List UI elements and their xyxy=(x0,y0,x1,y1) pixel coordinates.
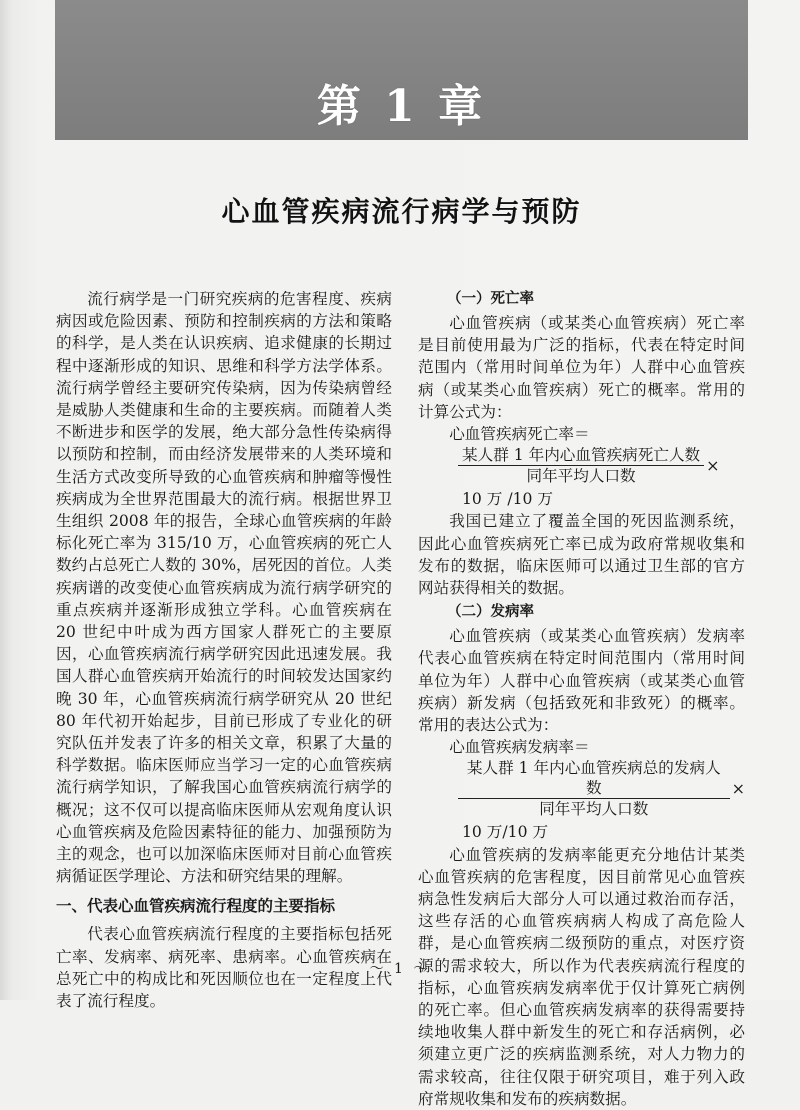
left-column xyxy=(56,288,392,1012)
page-number: ～ 1 ～ xyxy=(369,961,431,977)
mortality-heading: （一）死亡率 xyxy=(447,291,534,307)
mortality-paragraph-2: 我国已建立了覆盖全国的死因监测系统，因此心血管疾病死亡率已成为政府常规收集和发布的数据，临床医师可以通过卫生部的官方网站获得相关的数据。 xyxy=(418,512,745,598)
incidence-paragraph-2: 心血管疾病的发病率能更充分地估计某类心血管疾病的危害程度，因目前常见心血管疾病急性发病后大部分人可以通过救治而存活，这些存活的心血管疾病病人构成了高危险人群，是心血管疾病二级预防的重点，对医疗资源的需求较大，所以作为代表疾病流行程度的指标，心血管疾病发病率优于仅计算死亡病例的死亡率。但心血管疾病发病率的获得需要持续地收集人群中新发生的死亡和存活病例，必须建立更广泛的疾病监测系统，对人力物力的需求较高，往往仅限于研究项目，难于列入政府常规收集和发布的疾病数据。 xyxy=(418,845,745,1108)
intro-paragraph: 流行病学是一门研究疾病的危害程度、疾病病因或危险因素、预防和控制疾病的方法和策略的科学，是人类在认识疾病、追求健康的长期过程中逐渐形成的知识、思维和科学方法学体系。流行病学曾经主要研究传染病，因为传染病曾经是威胁人类健康和生命的主要疾病。而随着人类不断进步和医学的发展，绝大部分急性传染病得以预防和控制，而由经济发展带来的人类环境和生活方式改变所导致的心血管疾病和肿瘤等慢性疾病成为全世界范围最大的流行病。根据世界卫生组织 2008 年的报告，全球心血管疾病的年龄标化死亡率为 315/10 万，心血管疾病的死亡人数约占总死亡人数的 30%，居死因的首位。人类疾病谱的改变使心血管疾病成为流行病学研究的重点疾病并逐渐形成独立学科。心血管疾病在 20 世纪中叶成为西方国家人群死亡的主要原因，心血管疾病流行病学研究因此迅速发展。我国人群心血管疾病开始流行的时间较发达国家约晚 30 年，心血管疾病流行病学研究从 20 世纪 80 年代初开始起步，目前已形成了专业化的研究队伍并发表了许多的相关文章，积累了大量的科学数据。临床医师应当学习一定的心血管疾病流行病学知识，了解我国心血管疾病流行病学的概况；这不仅可以提高临床医师从宏观角度认识心血管疾病及危险因素特征的能力、加强预防为主的观念，也可以加深临床医师对目前心血管疾病循证医学理论、方法和研究结果的理解。 xyxy=(56,290,392,886)
incidence-paragraph: 心血管疾病（或某类心血管疾病）发病率代表心血管疾病在特定时间范围内（常用时间单位为年）人群中心血管疾病（或某类心血管疾病）新发病（包括致死和非致死）的概率。常用的表达公式为： xyxy=(418,627,745,735)
mortality-formula xyxy=(458,445,745,486)
mortality-formula-unit: 10 万 /10 万 xyxy=(462,490,553,509)
incidence-formula-denominator: 同年平均人口数 xyxy=(539,800,649,819)
mortality-formula-label: 心血管疾病死亡率＝ xyxy=(449,425,590,444)
mortality-formula-denominator: 同年平均人口数 xyxy=(526,467,636,486)
section-paragraph: 代表心血管疾病流行程度的主要指标包括死亡率、发病率、病死率、患病率。心血管疾病在总死亡中的构成比和死因顺位也在一定程度上代表了流行程度。 xyxy=(56,925,392,1011)
multiply-sign: × xyxy=(731,778,745,798)
chapter-label: 第 1 章 xyxy=(316,81,487,132)
section-heading: 一、代表心血管疾病流行程度的主要指标 xyxy=(56,897,336,916)
page-title: 心血管疾病流行病学与预防 xyxy=(221,195,582,228)
mortality-paragraph: 心血管疾病（或某类心血管疾病）死亡率是目前使用最为广泛的指标，代表在特定时间范围内（常用时间单位为年）人群中心血管疾病（或某类心血管疾病）死亡的概率。常用的计算公式为： xyxy=(418,314,745,421)
incidence-formula-numerator: 某人群 1 年内心血管疾病总的发病人数 xyxy=(458,758,730,799)
incidence-formula-label: 心血管疾病发病率＝ xyxy=(449,738,590,757)
multiply-sign: × xyxy=(706,455,720,475)
right-column xyxy=(418,288,745,1110)
mortality-formula-numerator: 某人群 1 年内心血管疾病死亡人数 xyxy=(458,445,704,466)
incidence-formula-unit: 10 万/10 万 xyxy=(462,823,549,842)
incidence-heading: （二）发病率 xyxy=(447,604,534,621)
incidence-formula xyxy=(458,758,745,819)
chapter-banner xyxy=(55,0,748,140)
